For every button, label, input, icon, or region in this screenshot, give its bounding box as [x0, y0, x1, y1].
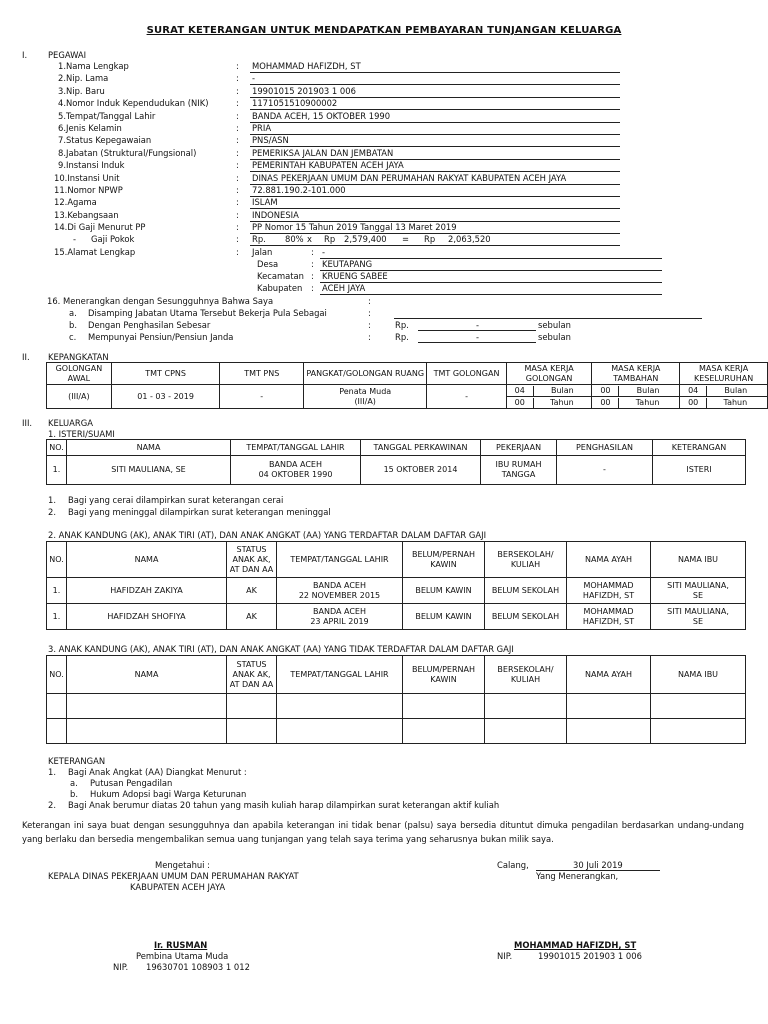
mkt-tahun-value: 00 — [600, 397, 611, 407]
anak2-header-ibu: NAMA IBU — [651, 656, 746, 694]
field-colon: : — [236, 111, 239, 121]
isteri-tanggal: 04 OKTOBER 1990 — [258, 470, 333, 479]
field-label: 1.Nama Lengkap — [58, 61, 129, 71]
anak-nama: HAFIDZAH SHOFIYA — [67, 604, 227, 630]
gaji-dash: - — [73, 234, 77, 244]
isteri-no: 1. — [47, 456, 67, 485]
anak-header-no: NO. — [47, 542, 67, 578]
item16c-text: Mempunyai Pensiun/Pensiun Janda — [88, 332, 234, 342]
anak-status: AK — [227, 604, 277, 630]
signer-left-rank: Pembina Utama Muda — [136, 951, 229, 961]
field-colon: : — [236, 210, 239, 220]
keterangan-b-text: Hukum Adopsi bagi Warga Keturunan — [90, 789, 247, 799]
header-tmt-pns: TMT PNS — [220, 363, 304, 385]
kepala-dinas-title: KEPALA DINAS PEKERJAAN UMUM DAN PERUMAHAN RAKYAT — [48, 871, 299, 881]
field-value: INDONESIA — [252, 210, 299, 220]
anak-no: 1. — [47, 578, 67, 604]
gaji-x: x — [307, 234, 312, 244]
anak-kawin: BELUM KAWIN — [403, 604, 485, 630]
item16b-rp: Rp. — [395, 320, 409, 330]
item16c-suffix: sebulan — [538, 332, 571, 342]
mkt-tahun-unit: Tahun — [618, 398, 659, 408]
field-colon: : — [236, 197, 239, 207]
section-1-number: I. — [22, 50, 28, 60]
alamat-colon: : — [311, 247, 314, 257]
field-colon: : — [236, 173, 239, 183]
item16c-dash: - — [476, 332, 480, 342]
field-label: 5.Tempat/Tanggal Lahir — [58, 111, 156, 121]
alamat-label: Kecamatan — [257, 271, 304, 281]
gaji-amount-2: 2,063,520 — [448, 234, 491, 244]
gaji-rp3: Rp — [424, 234, 436, 244]
gaji-label: Gaji Pokok — [91, 234, 135, 244]
section-2-heading: KEPANGKATAN — [48, 352, 109, 362]
anak-ibu-line2: SE — [692, 616, 704, 626]
alamat-value: ACEH JAYA — [322, 283, 366, 293]
field-value: - — [252, 73, 256, 83]
mengetahui: Mengetahui : — [155, 860, 210, 870]
anak-sekolah: BELUM SEKOLAH — [485, 578, 567, 604]
item16-label: 16. Menerangkan dengan Sesungguhnya Bahwa Saya — [47, 296, 274, 306]
field-colon: : — [236, 73, 239, 83]
mkg-bulan-value: 04 — [514, 385, 525, 395]
field-value: PNS/ASN — [252, 135, 289, 145]
field-value: DINAS PEKERJAAN UMUM DAN PERUMAHAN RAKYAT KABUPATEN ACEH JAYA — [252, 173, 567, 183]
alamat-value: KRUENG SABEE — [322, 271, 388, 281]
isteri-header-pekerjaan: PEKERJAAN — [481, 440, 557, 456]
sub-anak-terdaftar: 2. ANAK KANDUNG (AK), ANAK TIRI (AT), DAN ANAK ANGKAT (AA) YANG TERDAFTAR DALAM DAFTAR GAJI — [48, 530, 487, 540]
field-value: PEMERIKSA JALAN DAN JEMBATAN — [252, 148, 394, 158]
anak-kawin: BELUM KAWIN — [403, 578, 485, 604]
isteri-row — [47, 456, 746, 485]
yang-menerangkan: Yang Menerangkan, — [536, 871, 619, 881]
table-row — [47, 719, 746, 744]
isteri-ttl — [231, 456, 361, 485]
item16b-dash: - — [476, 320, 480, 330]
anak-ibu — [651, 578, 746, 604]
anak-header-row — [47, 542, 746, 578]
kepangkatan-header-row — [47, 363, 768, 385]
field-value: MOHAMMAD HAFIZDH, ST — [252, 61, 361, 71]
anak-tanggal: 23 APRIL 2019 — [310, 616, 369, 626]
anak2-header-kawin: BELUM/PERNAH KAWIN — [403, 656, 485, 694]
anak2-header-ayah: NAMA AYAH — [567, 656, 651, 694]
item16c-colon: : — [368, 332, 371, 342]
isteri-pekerjaan-line2: TANGGA — [501, 470, 536, 479]
kabupaten-title: KABUPATEN ACEH JAYA — [130, 882, 226, 892]
isteri-keterangan: ISTERI — [653, 456, 746, 485]
isteri-header-nama: NAMA — [67, 440, 231, 456]
sign-place: Calang, — [497, 860, 529, 870]
item16-colon: : — [368, 296, 371, 306]
anak-header-ttl: TEMPAT/TANGGAL LAHIR — [277, 542, 403, 578]
anak-tanggal: 22 NOVEMBER 2015 — [298, 590, 381, 600]
field-value: PP Nomor 15 Tahun 2019 Tanggal 13 Maret 2019 — [252, 222, 457, 232]
keterangan-1-number: 1. — [48, 767, 56, 777]
isteri-header-tgl-kawin: TANGGAL PERKAWINAN — [361, 440, 481, 456]
anak-tempat: BANDA ACEH — [313, 606, 366, 616]
anak-header-kawin: BELUM/PERNAH KAWIN — [403, 542, 485, 578]
anak2-header-nama: NAMA — [67, 656, 227, 694]
section-1-heading: PEGAWAI — [48, 50, 87, 60]
isteri-penghasilan: - — [557, 456, 653, 485]
anak-ayah-line1: MOHAMMAD — [583, 606, 634, 616]
field-colon: : — [236, 61, 239, 71]
field-label: 10.Instansi Unit — [54, 173, 120, 183]
note-1-number: 1. — [48, 495, 56, 505]
header-masa-kerja-golongan: MASA KERJA GOLONGAN — [506, 363, 592, 385]
anak-no: 1. — [47, 604, 67, 630]
anak-tidak-terdaftar-table — [46, 655, 746, 744]
field-value: PRIA — [252, 123, 272, 133]
alamat-label: Desa — [257, 259, 279, 269]
anak-terdaftar-table — [46, 541, 746, 630]
signer-right-name: MOHAMMAD HAFIZDH, ST — [514, 940, 637, 950]
masa-kerja-tambahan — [592, 385, 680, 409]
alamat-colon: : — [311, 259, 314, 269]
field-colon: : — [236, 98, 239, 108]
table-row — [47, 694, 746, 719]
anak-ibu-line1: SITI MAULIANA, — [667, 580, 729, 590]
alamat-label: Kabupaten — [257, 283, 303, 293]
gaji-pct: 80% — [285, 234, 304, 244]
field-colon: : — [236, 135, 239, 145]
signer-left-name: Ir. RUSMAN — [154, 940, 208, 950]
sub-isteri-suami: 1. ISTERI/SUAMI — [48, 429, 115, 439]
header-pangkat: PANGKAT/GOLONGAN RUANG — [304, 363, 427, 385]
field-value: 1171051510900002 — [252, 98, 338, 108]
field-colon: : — [236, 123, 239, 133]
field-colon: : — [236, 222, 239, 232]
kepangkatan-table — [46, 362, 768, 409]
signer-left-nip: 19630701 108903 1 012 — [146, 962, 250, 972]
field-label: 11.Nomor NPWP — [54, 185, 123, 195]
field-label: 3.Nip. Baru — [58, 86, 105, 96]
field-colon: : — [236, 86, 239, 96]
field-label: 2.Nip. Lama — [58, 73, 109, 83]
field-colon: : — [236, 185, 239, 195]
item16b-key: b. — [69, 320, 77, 330]
field-value: 19901015 201903 1 006 — [252, 86, 356, 96]
anak-ayah-line2: HAFIZDH, ST — [582, 616, 635, 626]
anak2-header-status: STATUS ANAK AK, AT DAN AA — [227, 656, 277, 694]
item16c-key: c. — [69, 332, 77, 342]
field-colon: : — [236, 160, 239, 170]
gaji-equals: = — [402, 234, 410, 244]
mkk-bulan-unit: Bulan — [706, 386, 747, 396]
note-1-text: Bagi yang cerai dilampirkan surat keterangan cerai — [68, 495, 284, 505]
pangkat-line1: Penata Muda — [339, 386, 392, 396]
alamat-label: Jalan — [252, 247, 273, 257]
item16a-text: Disamping Jabatan Utama Tersebut Bekerja Pula Sebagai — [88, 308, 327, 318]
mkk-bulan-value: 04 — [688, 385, 699, 395]
keterangan-2-text: Bagi Anak berumur diatas 20 tahun yang masih kuliah harap dilampirkan surat keterangan aktif kuliah — [68, 800, 500, 810]
golongan-awal: (III/A) — [47, 385, 112, 409]
anak-header-status: STATUS ANAK AK, AT DAN AA — [227, 542, 277, 578]
section-2-number: II. — [22, 352, 30, 362]
field-colon: : — [236, 148, 239, 158]
mkg-tahun-value: 00 — [514, 397, 525, 407]
field-label: 13.Kebangsaan — [54, 210, 119, 220]
table-row — [47, 578, 746, 604]
mkg-bulan-unit: Bulan — [533, 386, 574, 396]
pangkat-line2: (III/A) — [354, 396, 376, 406]
section-3-heading: KELUARGA — [48, 418, 93, 428]
field-label: 8.Jabatan (Struktural/Fungsional) — [58, 148, 197, 158]
keterangan-2-number: 2. — [48, 800, 56, 810]
isteri-header-penghasilan: PENGHASILAN — [557, 440, 653, 456]
header-golongan-awal: GOLONGAN AWAL — [47, 363, 112, 385]
isteri-table — [46, 439, 746, 485]
anak-header-sekolah: BERSEKOLAH/ KULIAH — [485, 542, 567, 578]
anak-status: AK — [227, 578, 277, 604]
signer-left-nip-label: NIP. — [113, 962, 129, 972]
keterangan-a-key: a. — [70, 778, 78, 788]
mkk-tahun-value: 00 — [688, 397, 699, 407]
field-label: 12.Agama — [54, 197, 97, 207]
anak2-header-ttl: TEMPAT/TANGGAL LAHIR — [277, 656, 403, 694]
signer-right-nip-label: NIP. — [497, 951, 513, 961]
tmt-cpns: 01 - 03 - 2019 — [111, 385, 220, 409]
anak-sekolah: BELUM SEKOLAH — [485, 604, 567, 630]
anak-header-ayah: NAMA AYAH — [567, 542, 651, 578]
item16a-colon: : — [368, 308, 371, 318]
anak-tempat: BANDA ACEH — [313, 580, 366, 590]
signer-right-nip: 19901015 201903 1 006 — [538, 951, 642, 961]
anak-ayah-line2: HAFIZDH, ST — [582, 590, 635, 600]
alamat-colon: : — [311, 283, 314, 293]
field-label: 4.Nomor Induk Kependudukan (NIK) — [58, 98, 209, 108]
gaji-rp1: Rp. — [252, 234, 266, 244]
gaji-rp2: Rp — [324, 234, 336, 244]
anak-ibu-line1: SITI MAULIANA, — [667, 606, 729, 616]
field-label: 14.Di Gaji Menurut PP — [54, 222, 146, 232]
isteri-pekerjaan-line1: IBU RUMAH — [495, 460, 542, 469]
mkt-bulan-value: 00 — [600, 385, 611, 395]
isteri-pekerjaan — [481, 456, 557, 485]
tmt-pns: - — [220, 385, 304, 409]
keterangan-a-text: Putusan Pengadilan — [90, 778, 173, 788]
anak-ttl — [277, 578, 403, 604]
field-value: PEMERINTAH KABUPATEN ACEH JAYA — [252, 160, 404, 170]
isteri-header-no: NO. — [47, 440, 67, 456]
mkg-tahun-unit: Tahun — [533, 398, 574, 408]
isteri-header-keterangan: KETERANGAN — [653, 440, 746, 456]
anak-ayah-line1: MOHAMMAD — [583, 580, 634, 590]
field-value: BANDA ACEH, 15 OKTOBER 1990 — [252, 111, 391, 121]
field-value: ISLAM — [252, 197, 278, 207]
mkt-bulan-unit: Bulan — [618, 386, 659, 396]
anak-ibu-line2: SE — [692, 590, 704, 600]
section-3-number: III. — [22, 418, 33, 428]
item16b-colon: : — [368, 320, 371, 330]
kepangkatan-data-row — [47, 385, 768, 409]
anak2-header-no: NO. — [47, 656, 67, 694]
note-2-number: 2. — [48, 507, 56, 517]
keterangan-1-text: Bagi Anak Angkat (AA) Diangkat Menurut : — [68, 767, 247, 777]
keterangan-b-key: b. — [70, 789, 78, 799]
item16b-text: Dengan Penghasilan Sebesar — [88, 320, 211, 330]
pangkat — [304, 385, 427, 409]
alamat-label: 15.Alamat Lengkap — [54, 247, 136, 257]
masa-kerja-golongan — [506, 385, 592, 409]
isteri-header-row — [47, 440, 746, 456]
anak-header-ibu: NAMA IBU — [651, 542, 746, 578]
anak-nama: HAFIDZAH ZAKIYA — [67, 578, 227, 604]
field-value: 72.881.190.2-101.000 — [252, 185, 346, 195]
item16c-rp: Rp. — [395, 332, 409, 342]
header-tmt-cpns: TMT CPNS — [111, 363, 220, 385]
isteri-nama: SITI MAULIANA, SE — [67, 456, 231, 485]
field-label: 9.Instansi Induk — [58, 160, 125, 170]
tmt-golongan: - — [427, 385, 506, 409]
masa-kerja-keseluruhan — [680, 385, 768, 409]
anak-header-nama: NAMA — [67, 542, 227, 578]
isteri-tempat: BANDA ACEH — [269, 460, 322, 469]
sign-date: 30 Juli 2019 — [573, 860, 623, 870]
gaji-amount-1: 2,579,400 — [344, 234, 387, 244]
field-label: 6.Jenis Kelamin — [58, 123, 122, 133]
anak-ayah — [567, 604, 651, 630]
header-tmt-golongan: TMT GOLONGAN — [427, 363, 506, 385]
header-masa-kerja-tambahan: MASA KERJA TAMBAHAN — [592, 363, 680, 385]
anak2-header-sekolah: BERSEKOLAH/ KULIAH — [485, 656, 567, 694]
alamat-colon: : — [236, 247, 239, 257]
field-label: 7.Status Kepegawaian — [58, 135, 152, 145]
document-title: SURAT KETERANGAN UNTUK MENDAPATKAN PEMBAYARAN TUNJANGAN KELUARGA — [146, 25, 622, 36]
sub-anak-tidak-terdaftar: 3. ANAK KANDUNG (AK), ANAK TIRI (AT), DAN ANAK ANGKAT (AA) YANG TIDAK TERDAFTAR DALAM DAFTAR GAJI — [48, 644, 514, 654]
alamat-colon: : — [311, 271, 314, 281]
isteri-tgl-kawin: 15 OKTOBER 2014 — [361, 456, 481, 485]
header-masa-kerja-keseluruhan: MASA KERJA KESELURUHAN — [680, 363, 768, 385]
mkk-tahun-unit: Tahun — [706, 398, 747, 408]
alamat-value: - — [322, 247, 326, 257]
table-row — [47, 604, 746, 630]
item16a-key: a. — [69, 308, 77, 318]
item16b-suffix: sebulan — [538, 320, 571, 330]
anak2-header-row — [47, 656, 746, 694]
note-2-text: Bagi yang meninggal dilampirkan surat keterangan meninggal — [68, 507, 331, 517]
isteri-header-ttl: TEMPAT/TANGGAL LAHIR — [231, 440, 361, 456]
anak-ttl — [277, 604, 403, 630]
alamat-value: KEUTAPANG — [322, 259, 373, 269]
anak-ibu — [651, 604, 746, 630]
anak-ayah — [567, 578, 651, 604]
statement-paragraph: Keterangan ini saya buat dengan sesungguhnya dan apabila keterangan ini tidak benar (palsu) saya bersedia dituntut dimuka pengadilan berdasarkan undang-undang yang berlaku dan bersedia mengembalikan semua uang tunjangan yang telah saya terima yang seharusnya bukan milik saya. — [22, 820, 744, 844]
gaji-colon: : — [236, 234, 239, 244]
keterangan-heading: KETERANGAN — [48, 756, 106, 766]
